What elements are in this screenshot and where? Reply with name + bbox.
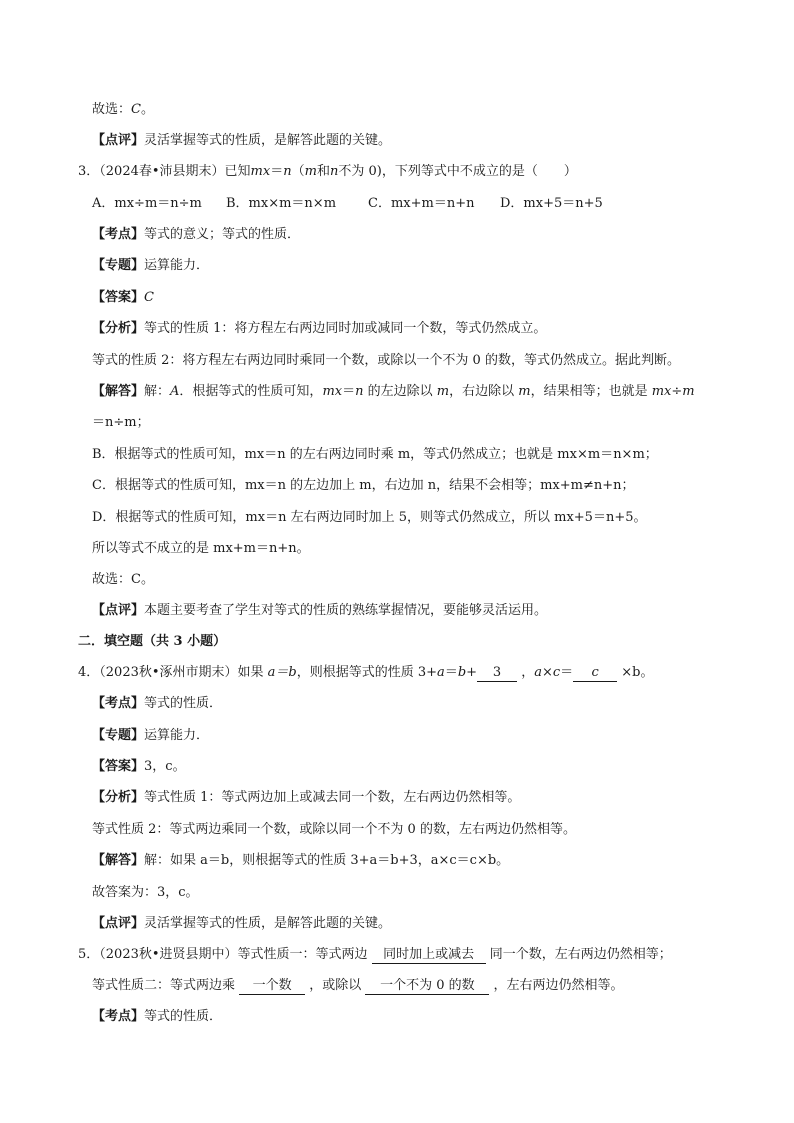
- tag: 【点评】: [92, 603, 145, 618]
- q4-final-answer: 故答案为：3，c。: [92, 885, 199, 900]
- q4-answer: [92, 758, 186, 776]
- q4-analysis: [92, 789, 520, 807]
- section-heading: 二．填空题（共 3 小题）: [78, 634, 227, 649]
- tag: 【专题】: [92, 728, 145, 743]
- expr: +: [466, 665, 478, 680]
- blank-2: c: [573, 665, 617, 682]
- text: 本题主要考查了学生对等式的性质的熟练掌握情况，要能够灵活运用。: [144, 603, 548, 618]
- question-source: （2023秋•涿州市期末）如果: [99, 665, 268, 680]
- q3-conclusion: 所以等式不成立的是 mx+m＝n+n。: [92, 541, 310, 556]
- q3-comment: [92, 602, 547, 620]
- t: mx: [322, 384, 343, 399]
- q3-knowledge-point: [92, 226, 300, 244]
- expr: ，: [517, 665, 535, 680]
- question-5-line-2: [92, 977, 624, 995]
- question-number: 4．: [78, 665, 100, 680]
- text: 解：如果 a＝b，则根据等式的性质 3+a＝b+3，a×c＝c×b。: [144, 853, 510, 868]
- q3-solution-c: C．根据等式的性质可知，mx＝n 的左边加上 m，右边加 n，结果不会相等；mx+m≠n+n；: [92, 478, 635, 493]
- text: 等式的性质 1：将方程左右两边同时加或减同一个数，等式仍然成立。: [144, 321, 547, 336]
- text: 等式的性质．: [144, 1009, 223, 1024]
- tag: 【专题】: [92, 258, 145, 273]
- q3-choice: 故选：C。: [92, 572, 154, 587]
- question-4-stem: [78, 664, 654, 682]
- expr: ＝: [444, 665, 458, 680]
- blank-3: 一个不为 0 的数: [365, 978, 489, 995]
- q4-topic: [92, 727, 209, 745]
- blank-2: 一个数: [239, 978, 305, 995]
- text: 灵活掌握等式的性质，是解答此题的关键。: [144, 916, 392, 931]
- text: 等式的性质．: [144, 696, 223, 711]
- text: ，左右两边仍然相等。: [489, 978, 624, 993]
- option-b: B．mx×m＝n×m: [226, 196, 337, 211]
- t: A: [170, 384, 180, 399]
- tag: 【点评】: [92, 916, 145, 931]
- text: 等式性质二：等式两边乘: [92, 978, 240, 993]
- q3-solution-b: B．根据等式的性质可知，mx＝n 的左右两边同时乘 m，等式仍然成立；也就是 mx×m＝n×m；: [92, 447, 658, 462]
- text: 等式的意义；等式的性质．: [144, 227, 301, 242]
- q4-comment: [92, 915, 391, 933]
- option-c: C．mx+m＝n+n: [368, 196, 475, 211]
- question-number: 3．: [78, 164, 100, 179]
- text: ，或除以: [305, 978, 366, 993]
- tag: 【解答】: [92, 384, 145, 399]
- expr: （: [291, 164, 305, 179]
- option-a: A．mx÷m＝n÷m: [92, 196, 202, 211]
- tag: 【分析】: [92, 790, 145, 805]
- expr: 不为 0)，下列等式中不成立的是（ ）: [338, 164, 577, 179]
- blank-1: 同时加上或减去: [372, 947, 486, 964]
- expr: ×b。: [617, 665, 654, 680]
- q3-solution: [92, 383, 695, 401]
- option-d: D．mx+5＝n+5: [500, 196, 603, 211]
- expr: ＝: [270, 164, 284, 179]
- t: ，结果相等；也就是: [530, 384, 652, 399]
- question-source: （2023秋•进贤县期中）等式性质一：等式两边: [99, 947, 372, 962]
- t: m: [436, 384, 450, 399]
- period: 。: [140, 102, 154, 117]
- expr: a: [437, 665, 445, 680]
- t: mx÷m: [651, 384, 695, 399]
- t: ，右边除以: [449, 384, 519, 399]
- expr: b: [457, 665, 467, 680]
- q3-analysis: [92, 320, 546, 338]
- question-number: 5．: [78, 947, 100, 962]
- tag: 【解答】: [92, 853, 145, 868]
- expr: n: [329, 164, 339, 179]
- text: 运算能力．: [144, 728, 210, 743]
- q3-solution-cont: ＝n÷m；: [92, 415, 150, 430]
- tag: 【答案】: [92, 290, 145, 305]
- tag: 【考点】: [92, 696, 145, 711]
- expr: n: [283, 164, 292, 179]
- text: 运算能力．: [144, 258, 210, 273]
- answer-choice-line: [92, 101, 154, 119]
- comment-text: 灵活掌握等式的性质，是解答此题的关键。: [144, 133, 392, 148]
- q4-analysis-2: 等式性质 2：等式两边乘同一个数，或除以同一个不为 0 的数，左右两边仍然相等。: [92, 822, 576, 837]
- blank-1: 3: [477, 665, 517, 682]
- expr: m: [304, 164, 317, 179]
- question-source: （2024春•沛县期末）已知: [99, 164, 251, 179]
- q3-answer: [92, 289, 154, 307]
- t: ＝: [342, 384, 356, 399]
- text: C: [144, 290, 154, 305]
- q3-solution-d: D．根据等式的性质可知，mx＝n 左右两边同时加上 5，则等式仍然成立，所以 mx+5＝n+5。: [92, 510, 647, 525]
- text: 同一个数，左右两边仍然相等；: [485, 947, 672, 962]
- expr: a＝b: [267, 665, 297, 680]
- tag: 【分析】: [92, 321, 145, 336]
- comment-line: [92, 132, 391, 150]
- label: 故选：: [92, 102, 132, 117]
- text: 3，c。: [144, 759, 186, 774]
- text: 等式性质 1：等式两边加上或减去同一个数，左右两边仍然相等。: [144, 790, 521, 805]
- expr: 和: [316, 164, 330, 179]
- q4-knowledge-point: [92, 695, 222, 713]
- t: ．根据等式的性质可知，: [179, 384, 323, 399]
- q3-topic: [92, 257, 209, 275]
- q5-knowledge-point: [92, 1008, 222, 1026]
- question-3-stem: [78, 163, 577, 181]
- t: 解：: [144, 384, 171, 399]
- q4-solution: [92, 852, 509, 870]
- expr: a×c: [534, 665, 561, 680]
- expr: mx: [250, 164, 271, 179]
- tag: 【考点】: [92, 1009, 145, 1024]
- expr: ＝: [560, 665, 574, 680]
- q3-analysis-2: 等式的性质 2：将方程左右两边同时乘同一个数，或除以一个不为 0 的数，等式仍然成立。据此判断。: [92, 353, 680, 368]
- t: 的左边除以: [363, 384, 437, 399]
- tag: 【答案】: [92, 759, 145, 774]
- t: m: [518, 384, 531, 399]
- comment-tag: 【点评】: [92, 133, 145, 148]
- t: n: [355, 384, 364, 399]
- question-5-stem: [78, 946, 672, 964]
- choice-value: C: [131, 102, 141, 117]
- tag: 【考点】: [92, 227, 145, 242]
- expr: ，则根据等式的性质 3+: [296, 665, 438, 680]
